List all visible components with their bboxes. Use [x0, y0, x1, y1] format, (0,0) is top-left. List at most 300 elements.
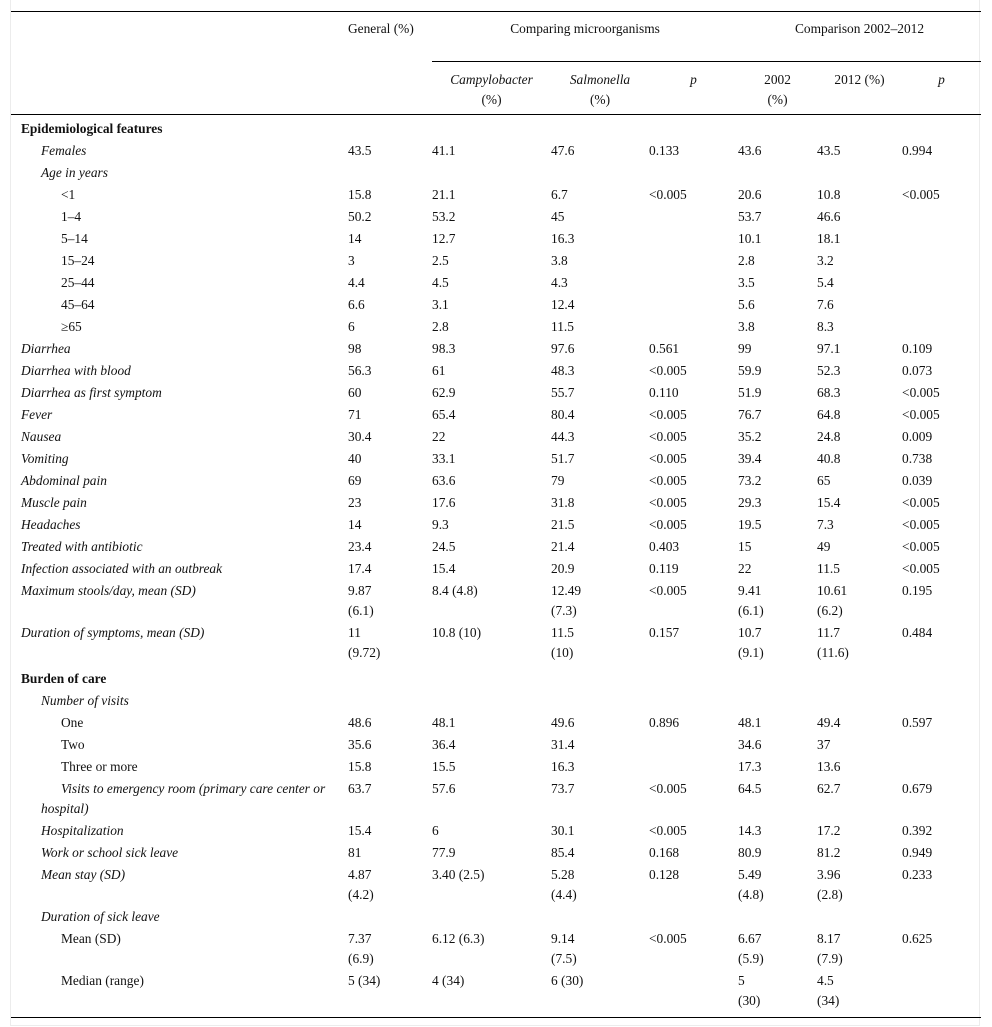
table-cell: 48.3	[551, 363, 575, 378]
table-cell: 9.87 (6.1)	[348, 583, 374, 618]
section-heading-row	[11, 665, 981, 691]
row-label: 25–44	[61, 275, 95, 290]
table-cell	[551, 163, 649, 185]
row-label: Three or more	[61, 759, 138, 774]
row-label: Two	[61, 737, 85, 752]
table-row	[11, 559, 981, 581]
table-cell	[902, 691, 981, 713]
table-cell: 14	[348, 231, 362, 246]
table-cell	[649, 295, 738, 317]
table-cell: 15.4	[348, 823, 372, 838]
table-cell: 73.2	[738, 473, 762, 488]
table-cell: 0.039	[902, 473, 933, 488]
table-cell	[432, 691, 551, 713]
table-cell: 24.5	[432, 539, 456, 554]
table-cell: 17.3	[738, 759, 762, 774]
table-cell: 3.8	[551, 253, 568, 268]
table-cell: 10.61 (6.2)	[817, 583, 848, 618]
table-cell: 3.5	[738, 275, 755, 290]
header-salmonella-unit: (%)	[589, 92, 611, 107]
table-cell: 30.1	[551, 823, 575, 838]
table-cell	[738, 907, 817, 929]
table-cell: 30.4	[348, 429, 372, 444]
table-header	[11, 12, 981, 115]
table-cell: 0.128	[649, 867, 680, 882]
table-row	[11, 471, 981, 493]
table-row	[11, 251, 981, 273]
table-cell: 4.4	[348, 275, 365, 290]
table-cell: <0.005	[902, 517, 940, 532]
table-row	[11, 207, 981, 229]
table-cell: 39.4	[738, 451, 762, 466]
table-row	[11, 971, 981, 1018]
table-cell: 48.1	[738, 715, 762, 730]
table-row	[11, 361, 981, 383]
table-cell	[817, 691, 902, 713]
table-cell: 4.87 (4.2)	[348, 867, 374, 902]
header-empty-cell	[348, 62, 432, 115]
table-cell: 6.12 (6.3)	[432, 931, 485, 946]
table-cell: 41.1	[432, 143, 456, 158]
row-label: Median (range)	[61, 973, 144, 988]
table-cell: 8.4 (4.8)	[432, 583, 478, 598]
table-cell: 48.6	[348, 715, 372, 730]
table-cell: 11.7 (11.6)	[817, 625, 849, 660]
table-cell: 50.2	[348, 209, 372, 224]
table-cell: 15.8	[348, 759, 372, 774]
table-row	[11, 185, 981, 207]
row-label-text: Visits to emergency room (primary care center or hospital)	[41, 781, 326, 816]
table-cell: 51.9	[738, 385, 762, 400]
table-cell: 0.168	[649, 845, 680, 860]
table-cell: 63.6	[432, 473, 456, 488]
table-row	[11, 691, 981, 713]
table-cell: 40.8	[817, 451, 841, 466]
table-cell: 2.5	[432, 253, 449, 268]
table-cell	[902, 757, 981, 779]
header-campylobacter	[432, 62, 551, 115]
table-cell: 5 (34)	[348, 973, 381, 988]
table-cell: 17.2	[817, 823, 841, 838]
table-cell: 34.6	[738, 737, 762, 752]
header-p-years: p	[938, 72, 945, 87]
table-cell: 0.392	[902, 823, 933, 838]
table-cell: 56.3	[348, 363, 372, 378]
table-row	[11, 581, 981, 623]
table-cell: 23	[348, 495, 362, 510]
table-cell	[738, 163, 817, 185]
table-cell: 2.8	[738, 253, 755, 268]
table-cell: 20.9	[551, 561, 575, 576]
table-row	[11, 537, 981, 559]
table-cell	[649, 757, 738, 779]
row-label: 1–4	[61, 209, 82, 224]
table-cell: <0.005	[649, 517, 687, 532]
row-label: 5–14	[61, 231, 88, 246]
table-cell	[902, 971, 981, 1018]
table-cell: 49.6	[551, 715, 575, 730]
table-cell: 8.17 (7.9)	[817, 931, 843, 966]
table-row	[11, 907, 981, 929]
table-cell: 68.3	[817, 385, 841, 400]
row-label: Work or school sick leave	[41, 845, 179, 860]
table-cell: <0.005	[902, 561, 940, 576]
table-cell: <0.005	[902, 539, 940, 554]
table-cell: 0.133	[649, 143, 680, 158]
table-row	[11, 493, 981, 515]
table-cell: 10.1	[738, 231, 762, 246]
table-cell: 0.157	[649, 625, 680, 640]
table-cell	[348, 691, 432, 713]
header-2002	[738, 62, 817, 115]
row-label: Fever	[21, 407, 53, 422]
table-cell: 0.949	[902, 845, 933, 860]
header-group-years: Comparison 2002–2012	[738, 12, 981, 62]
table-cell: 35.6	[348, 737, 372, 752]
table-cell	[432, 163, 551, 185]
row-label: Hospitalization	[41, 823, 124, 838]
table-cell: 5.49 (4.8)	[738, 867, 764, 902]
table-cell: <0.005	[902, 385, 940, 400]
table-cell: 11.5	[551, 319, 574, 334]
table-cell: 18.1	[817, 231, 841, 246]
row-label: Vomiting	[21, 451, 69, 466]
row-label: ≥65	[61, 319, 82, 334]
table-row	[11, 623, 981, 665]
table-cell: 12.4	[551, 297, 575, 312]
table-cell: 62.7	[817, 781, 841, 796]
table-cell: 4.5	[432, 275, 449, 290]
table-cell: 52.3	[817, 363, 841, 378]
table-cell	[817, 163, 902, 185]
table-row	[11, 141, 981, 163]
row-label: <1	[61, 187, 76, 202]
header-salmonella-name: Salmonella	[569, 72, 631, 87]
row-label: Headaches	[21, 517, 81, 532]
row-label: One	[61, 715, 84, 730]
table-cell: 0.073	[902, 363, 933, 378]
table-row	[11, 427, 981, 449]
row-label: Duration of symptoms, mean (SD)	[21, 625, 205, 640]
table-row	[11, 779, 981, 821]
table-cell: 79	[551, 473, 565, 488]
table-cell: 98	[348, 341, 362, 356]
table-cell: 61	[432, 363, 446, 378]
row-label: 45–64	[61, 297, 95, 312]
row-label: Mean stay (SD)	[41, 867, 126, 882]
table-cell: 80.4	[551, 407, 575, 422]
table-cell	[902, 317, 981, 339]
table-cell: 63.7	[348, 781, 372, 796]
table-row	[11, 295, 981, 317]
table-cell: 85.4	[551, 845, 575, 860]
table-cell: 16.3	[551, 759, 575, 774]
table-cell: 10.8	[817, 187, 841, 202]
table-row	[11, 229, 981, 251]
table-cell	[649, 907, 738, 929]
table-cell: 43.5	[348, 143, 372, 158]
table-cell: 0.233	[902, 867, 933, 882]
table-cell	[649, 317, 738, 339]
table-cell: 53.2	[432, 209, 456, 224]
table-cell: 33.1	[432, 451, 456, 466]
table-cell: 14.3	[738, 823, 762, 838]
table-cell: 37	[817, 737, 831, 752]
table-cell: 5.6	[738, 297, 755, 312]
section-title: Burden of care	[21, 671, 107, 686]
table-cell	[902, 229, 981, 251]
row-label: 15–24	[61, 253, 95, 268]
table-cell: 0.484	[902, 625, 933, 640]
table-row	[11, 405, 981, 427]
header-p-microorganisms: p	[690, 72, 697, 87]
table-row	[11, 843, 981, 865]
table-cell: 40	[348, 451, 362, 466]
table-cell: <0.005	[649, 407, 687, 422]
table-cell: 0.119	[649, 561, 679, 576]
table-cell	[817, 907, 902, 929]
table-cell: 11 (9.72)	[348, 625, 381, 660]
table-cell: 77.9	[432, 845, 456, 860]
table-cell: 5.4	[817, 275, 834, 290]
header-campylobacter-unit: (%)	[481, 92, 502, 107]
row-label	[11, 779, 348, 821]
header-empty-cell	[11, 62, 348, 115]
table-cell	[649, 251, 738, 273]
table-cell: <0.005	[649, 823, 687, 838]
section-title: Epidemiological features	[21, 121, 163, 136]
table-cell: 0.896	[649, 715, 680, 730]
table-cell: 3.40 (2.5)	[432, 867, 485, 882]
table-cell: 21.4	[551, 539, 575, 554]
table-cell: 51.7	[551, 451, 575, 466]
table-cell: 57.6	[432, 781, 456, 796]
header-group-microorganisms: Comparing microorganisms	[432, 12, 738, 62]
row-label: Treated with antibiotic	[21, 539, 143, 554]
table-cell: 3	[348, 253, 355, 268]
table-row	[11, 339, 981, 361]
table-cell: 17.4	[348, 561, 372, 576]
table-cell: 0.625	[902, 931, 933, 946]
table-cell: 2.8	[432, 319, 449, 334]
table-row	[11, 449, 981, 471]
table-row	[11, 383, 981, 405]
table-cell: <0.005	[649, 473, 687, 488]
table-cell	[902, 907, 981, 929]
table-cell: 23.4	[348, 539, 372, 554]
table-cell: 65.4	[432, 407, 456, 422]
table-cell: 55.7	[551, 385, 575, 400]
row-label: Abdominal pain	[21, 473, 107, 488]
header-salmonella	[551, 62, 649, 115]
row-label: Number of visits	[41, 693, 129, 708]
table-cell: 16.3	[551, 231, 575, 246]
table-cell: 71	[348, 407, 362, 422]
table-cell: 60	[348, 385, 362, 400]
table-cell: 7.3	[817, 517, 834, 532]
table-cell: 12.49 (7.3)	[551, 583, 582, 618]
row-label: Duration of sick leave	[41, 909, 160, 924]
table-cell: 6.67 (5.9)	[738, 931, 764, 966]
table-cell: 6.6	[348, 297, 365, 312]
table-cell: 31.8	[551, 495, 575, 510]
table-cell	[649, 691, 738, 713]
table-cell	[649, 735, 738, 757]
table-cell: 29.3	[738, 495, 762, 510]
table-cell	[649, 971, 738, 1018]
table-cell: 15	[738, 539, 752, 554]
row-label: Nausea	[21, 429, 62, 444]
table-cell: 4.3	[551, 275, 568, 290]
table-cell: <0.005	[649, 187, 687, 202]
table-cell: 64.5	[738, 781, 762, 796]
table-row	[11, 163, 981, 185]
table-cell: 69	[348, 473, 362, 488]
row-label: Females	[41, 143, 87, 158]
table-cell: 15.4	[432, 561, 456, 576]
table-cell: 43.5	[817, 143, 841, 158]
table-cell	[649, 273, 738, 295]
table-cell: 62.9	[432, 385, 456, 400]
table-cell: <0.005	[649, 583, 687, 598]
table-cell: 0.679	[902, 781, 933, 796]
table-cell: 14	[348, 517, 362, 532]
table-cell: <0.005	[902, 495, 940, 510]
table-cell: 6	[432, 823, 439, 838]
table-cell: 10.8 (10)	[432, 625, 482, 640]
table-cell: 21.5	[551, 517, 575, 532]
table-cell: 44.3	[551, 429, 575, 444]
table-row	[11, 821, 981, 843]
table-cell: 15.5	[432, 759, 456, 774]
table-cell: 20.6	[738, 187, 762, 202]
table-cell: 10.7 (9.1)	[738, 625, 764, 660]
row-label: Diarrhea with blood	[21, 363, 131, 378]
table-cell: 5.28 (4.4)	[551, 867, 577, 902]
table-cell: 9.41 (6.1)	[738, 583, 764, 618]
table-cell: 7.37 (6.9)	[348, 931, 374, 966]
table-cell: 11.5	[817, 561, 840, 576]
table-cell: 49	[817, 539, 831, 554]
table-cell: 15.4	[817, 495, 841, 510]
table-cell: <0.005	[649, 451, 687, 466]
table-cell: 80.9	[738, 845, 762, 860]
results-table	[11, 11, 981, 1018]
table-cell	[902, 251, 981, 273]
table-cell: <0.005	[649, 429, 687, 444]
section-heading-row	[11, 115, 981, 142]
table-cell	[902, 295, 981, 317]
table-cell: 9.3	[432, 517, 449, 532]
table-cell: 0.561	[649, 341, 680, 356]
table-cell: <0.005	[902, 187, 940, 202]
table-cell: 6 (30)	[551, 973, 584, 988]
table-cell: 0.009	[902, 429, 933, 444]
table-cell: 19.5	[738, 517, 762, 532]
table-row	[11, 515, 981, 537]
header-campylobacter-name: Campylobacter	[450, 72, 533, 87]
table-cell: 47.6	[551, 143, 575, 158]
header-2002-label: 2002 (%)	[764, 72, 791, 107]
table-cell	[649, 163, 738, 185]
table-cell: 8.3	[817, 319, 834, 334]
row-label: Age in years	[41, 165, 108, 180]
row-label: Diarrhea as first symptom	[21, 385, 162, 400]
table-cell: 6	[348, 319, 355, 334]
table-row	[11, 865, 981, 907]
table-cell: 99	[738, 341, 752, 356]
row-label: Diarrhea	[21, 341, 71, 356]
table-cell: 0.110	[649, 385, 679, 400]
table-cell: 5 (30)	[738, 973, 761, 1008]
table-cell: 4.5 (34)	[817, 973, 840, 1008]
table-cell: 65	[817, 473, 831, 488]
table-cell: 81.2	[817, 845, 841, 860]
table-cell: 0.109	[902, 341, 933, 356]
table-cell	[902, 735, 981, 757]
table-cell: 98.3	[432, 341, 456, 356]
table-cell: 22	[738, 561, 752, 576]
table-cell	[902, 207, 981, 229]
table-cell: 35.2	[738, 429, 762, 444]
table-cell: 97.6	[551, 341, 575, 356]
table-cell: 0.597	[902, 715, 933, 730]
table-cell: 48.1	[432, 715, 456, 730]
table-cell: 53.7	[738, 209, 762, 224]
table-cell: 97.1	[817, 341, 841, 356]
table-cell: 3.1	[432, 297, 449, 312]
table-cell: 4 (34)	[432, 973, 465, 988]
table-cell: 6.7	[551, 187, 568, 202]
table-cell: <0.005	[902, 407, 940, 422]
table-cell	[902, 273, 981, 295]
table-cell: 45	[551, 209, 565, 224]
table-cell: 9.14 (7.5)	[551, 931, 577, 966]
table-cell	[738, 691, 817, 713]
table-row	[11, 757, 981, 779]
table-cell	[551, 691, 649, 713]
row-label: Infection associated with an outbreak	[21, 561, 223, 576]
table-cell: <0.005	[649, 363, 687, 378]
table-cell: 3.96 (2.8)	[817, 867, 843, 902]
table-cell: 24.8	[817, 429, 841, 444]
table-cell	[551, 907, 649, 929]
table-cell: 76.7	[738, 407, 762, 422]
header-general: General (%)	[348, 21, 414, 36]
header-2012: 2012 (%)	[834, 72, 885, 87]
table-cell: 11.5 (10)	[551, 625, 574, 660]
table-cell: 13.6	[817, 759, 841, 774]
table-cell	[348, 907, 432, 929]
table-cell: 64.8	[817, 407, 841, 422]
table-cell: 0.994	[902, 143, 933, 158]
table-cell	[432, 907, 551, 929]
table-cell: 43.6	[738, 143, 762, 158]
table-cell: 15.8	[348, 187, 372, 202]
table-cell: 59.9	[738, 363, 762, 378]
table-cell: 49.4	[817, 715, 841, 730]
table-row	[11, 317, 981, 339]
table-cell: 3.8	[738, 319, 755, 334]
table-cell: 46.6	[817, 209, 841, 224]
row-label: Muscle pain	[21, 495, 87, 510]
table-cell: 21.1	[432, 187, 456, 202]
table-row	[11, 735, 981, 757]
table-cell: 3.2	[817, 253, 834, 268]
table-cell: 0.738	[902, 451, 933, 466]
table-cell: <0.005	[649, 495, 687, 510]
table-body	[11, 115, 981, 1018]
